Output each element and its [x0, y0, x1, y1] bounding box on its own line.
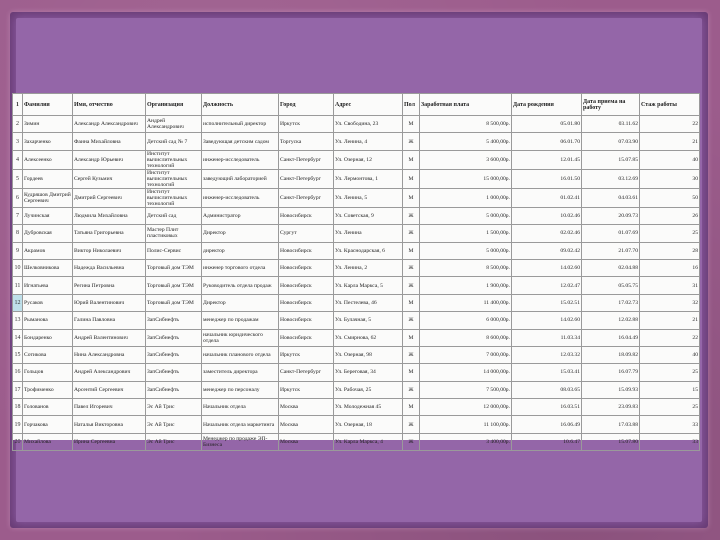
table-cell: 03.12.69: [582, 169, 640, 188]
table-cell: инженер-исследователь: [202, 150, 279, 169]
table-cell: Детский сад № 7: [146, 133, 202, 150]
table-cell: Мастер Плит пластиковых: [146, 225, 202, 242]
table-cell: Ж: [403, 207, 420, 224]
row-number: 5: [13, 169, 23, 188]
table-cell: Торговый дом ТЭМ: [146, 259, 202, 276]
table-cell: Институт вычислительных технологий: [146, 169, 202, 188]
table-cell: Андрей Валентинович: [73, 329, 146, 346]
table-cell: Ул. Булачная, 5: [334, 312, 403, 329]
table-cell: Шелковникова: [23, 259, 73, 276]
table-cell: Захарченко: [23, 133, 73, 150]
table-cell: Русаков: [23, 294, 73, 311]
table-cell: Людмила Михайловна: [73, 207, 146, 224]
table-cell: 11 100,00р.: [420, 416, 512, 433]
table-cell: Новосибирск: [279, 277, 334, 294]
table-cell: ЗапСибнефть: [146, 329, 202, 346]
column-header: Фамилия: [23, 94, 73, 116]
table-cell: М: [403, 364, 420, 381]
table-cell: 12.03.32: [512, 346, 582, 363]
table-cell: 21: [640, 133, 700, 150]
table-cell: 7 500,00р.: [420, 381, 512, 398]
table-row: [13, 259, 700, 276]
table-cell: Санкт-Петербург: [279, 150, 334, 169]
table-cell: ЗапСибнефть: [146, 312, 202, 329]
row-number: 4: [13, 150, 23, 169]
table-cell: Кудряшов Дмитрий Сергеевич: [23, 188, 73, 207]
row-number: 15: [13, 346, 23, 363]
table-cell: Начальник отдела маркетинга: [202, 416, 279, 433]
table-cell: Андрей Александрович: [146, 116, 202, 133]
table-cell: 7 000,00р.: [420, 346, 512, 363]
table-cell: 07.03.90: [582, 133, 640, 150]
table-cell: 8 500,00р.: [420, 116, 512, 133]
table-cell: Институт вычислительных технологий: [146, 150, 202, 169]
column-header: Город: [279, 94, 334, 116]
table-cell: Ул. Молодежная 45: [334, 399, 403, 416]
table-cell: Эс Ай Трис: [146, 399, 202, 416]
table-cell: Новосибирск: [279, 312, 334, 329]
table-cell: 12.02.47: [512, 277, 582, 294]
table-cell: Ж: [403, 312, 420, 329]
row-number: 16: [13, 364, 23, 381]
table-cell: 05.05.75: [582, 277, 640, 294]
table-cell: М: [403, 169, 420, 188]
employee-table: [12, 93, 700, 451]
table-cell: 31: [640, 277, 700, 294]
table-cell: М: [403, 116, 420, 133]
table-cell: 1 500,00р.: [420, 225, 512, 242]
table-cell: 21: [640, 312, 700, 329]
row-number: 13: [13, 312, 23, 329]
row-number: 17: [13, 381, 23, 398]
table-cell: 1 900,00р.: [420, 277, 512, 294]
table-cell: Гольцов: [23, 364, 73, 381]
table-cell: 16.06.49: [512, 416, 582, 433]
table-cell: Ул. Ленина, 5: [334, 188, 403, 207]
table-cell: 8 500,00р.: [420, 259, 512, 276]
table-cell: Виктор Николаевич: [73, 242, 146, 259]
table-cell: 28: [640, 242, 700, 259]
table-cell: Директор: [202, 294, 279, 311]
table-cell: 14.02.60: [512, 312, 582, 329]
table-cell: 01.02.41: [512, 188, 582, 207]
table-cell: инженер-исследователь: [202, 188, 279, 207]
table-cell: Алексеенко: [23, 150, 73, 169]
table-cell: 50: [640, 188, 700, 207]
table-cell: 32: [640, 294, 700, 311]
table-cell: Ж: [403, 433, 420, 450]
table-cell: Ж: [403, 133, 420, 150]
table-cell: 15 000,00р.: [420, 169, 512, 188]
table-cell: Иркутск: [279, 381, 334, 398]
table-cell: М: [403, 188, 420, 207]
table-cell: Новосибирск: [279, 294, 334, 311]
table-cell: 15: [640, 381, 700, 398]
table-cell: 33: [640, 433, 700, 450]
table-cell: 15.02.51: [512, 294, 582, 311]
table-cell: Сургут: [279, 225, 334, 242]
table-cell: начальник юридического отдела: [202, 329, 279, 346]
table-cell: 15.03.41: [512, 364, 582, 381]
row-number: 7: [13, 207, 23, 224]
row-number: 12: [13, 294, 23, 311]
table-cell: Директор: [202, 225, 279, 242]
table-cell: 25: [640, 225, 700, 242]
table-cell: Ж: [403, 225, 420, 242]
table-cell: Ирина Сергеевна: [73, 433, 146, 450]
table-cell: 22: [640, 329, 700, 346]
table-cell: Голованов: [23, 399, 73, 416]
table-cell: 8 600,00р.: [420, 329, 512, 346]
row-number: 11: [13, 277, 23, 294]
table-cell: 16.03.51: [512, 399, 582, 416]
header-row: [13, 94, 700, 116]
table-cell: Санкт-Петербург: [279, 188, 334, 207]
row-number: 18: [13, 399, 23, 416]
row-number: 8: [13, 225, 23, 242]
table-cell: 16.04.49: [582, 329, 640, 346]
table-cell: Эс Ай Трис: [146, 416, 202, 433]
table-cell: Полис-Сервис: [146, 242, 202, 259]
table-cell: М: [403, 242, 420, 259]
table-cell: Трофименко: [23, 381, 73, 398]
table-cell: Арсентий Сергеевич: [73, 381, 146, 398]
table-cell: 11.03.34: [512, 329, 582, 346]
table-row: [13, 116, 700, 133]
row-number: 19: [13, 416, 23, 433]
table-cell: директор: [202, 242, 279, 259]
table-cell: М: [403, 150, 420, 169]
table-cell: Ул. Озерная, 18: [334, 416, 403, 433]
table-cell: Администратор: [202, 207, 279, 224]
table-cell: Новосибирск: [279, 207, 334, 224]
table-cell: Менеджер по продаже ЭП-Бизнеса: [202, 433, 279, 450]
table-row: [13, 364, 700, 381]
table-cell: 12 000,00р.: [420, 399, 512, 416]
table-cell: Ул. Пестелева, 46: [334, 294, 403, 311]
table-cell: Ж: [403, 416, 420, 433]
table-cell: 5 400,00р.: [420, 133, 512, 150]
table-cell: Ул. Смирнова, 62: [334, 329, 403, 346]
table-cell: Дубровская: [23, 225, 73, 242]
table-cell: Рыманова: [23, 312, 73, 329]
table-cell: 12.01.45: [512, 150, 582, 169]
table-cell: Новосибирск: [279, 242, 334, 259]
table-row: [13, 225, 700, 242]
table-row: [13, 150, 700, 169]
table-cell: Детский сад: [146, 207, 202, 224]
table-cell: Торговый дом ТЭМ: [146, 277, 202, 294]
table-cell: 02.02.46: [512, 225, 582, 242]
column-header: Организация: [146, 94, 202, 116]
table-cell: 04.03.61: [582, 188, 640, 207]
table-cell: ЗапСибнефть: [146, 381, 202, 398]
table-cell: 08.03.65: [512, 381, 582, 398]
table-cell: 23.09.83: [582, 399, 640, 416]
table-cell: 40: [640, 346, 700, 363]
table-cell: Новосибирск: [279, 329, 334, 346]
table-cell: Михайлова: [23, 433, 73, 450]
table-cell: Ул. Карла Маркса, 4: [334, 433, 403, 450]
table-cell: Сергей Кузьмич: [73, 169, 146, 188]
table-cell: Татьяна Григорьевна: [73, 225, 146, 242]
table-cell: 11 400,00р.: [420, 294, 512, 311]
row-number: 1: [13, 94, 23, 116]
table-cell: 5 000,00р.: [420, 242, 512, 259]
table-cell: 02.04.88: [582, 259, 640, 276]
table-cell: заместитель директора: [202, 364, 279, 381]
table-cell: 17.03.88: [582, 416, 640, 433]
column-header: Пол: [403, 94, 420, 116]
row-number: 2: [13, 116, 23, 133]
table-cell: Галина Павловна: [73, 312, 146, 329]
table-cell: М: [403, 399, 420, 416]
row-number: 14: [13, 329, 23, 346]
row-number: 6: [13, 188, 23, 207]
table-cell: 14 000,00р.: [420, 364, 512, 381]
table-row: [13, 242, 700, 259]
table-cell: 03.11.62: [582, 116, 640, 133]
table-row: [13, 169, 700, 188]
column-header: Имя, отчество: [73, 94, 146, 116]
table-cell: Фаина Михайловна: [73, 133, 146, 150]
table-cell: Ул. Ленина, 4: [334, 133, 403, 150]
table-cell: Ул. Ленина: [334, 225, 403, 242]
table-cell: исполнительный директор: [202, 116, 279, 133]
table-row: [13, 133, 700, 150]
table-cell: Новосибирск: [279, 259, 334, 276]
table-cell: 12.02.88: [582, 312, 640, 329]
table-cell: Бондаренко: [23, 329, 73, 346]
table-cell: Гордеев: [23, 169, 73, 188]
table-cell: Горчакова: [23, 416, 73, 433]
table-cell: Александр Юрьевич: [73, 150, 146, 169]
table-cell: Юрий Валентинович: [73, 294, 146, 311]
table-cell: Акрамов: [23, 242, 73, 259]
table-row: [13, 416, 700, 433]
column-header: Заработная плата: [420, 94, 512, 116]
table-cell: М: [403, 294, 420, 311]
table-cell: Институт вычислительных технологий: [146, 188, 202, 207]
table-cell: Руководитель отдела продаж: [202, 277, 279, 294]
table-cell: Торговый дом ТЭМ: [146, 294, 202, 311]
table-cell: 15.07.85: [582, 150, 640, 169]
table-cell: 06.01.70: [512, 133, 582, 150]
table-cell: Эс Ай Трис: [146, 433, 202, 450]
table-cell: Ул. Карла Маркса, 5: [334, 277, 403, 294]
table-row: [13, 433, 700, 450]
table-row: [13, 381, 700, 398]
table-cell: Начальник отдела: [202, 399, 279, 416]
table-cell: 21.07.70: [582, 242, 640, 259]
table-cell: Москва: [279, 433, 334, 450]
table-cell: инженер торгового отдела: [202, 259, 279, 276]
table-row: [13, 188, 700, 207]
table-cell: 25: [640, 364, 700, 381]
table-row: [13, 346, 700, 363]
table-cell: 17.02.73: [582, 294, 640, 311]
table-cell: 1 000,00р.: [420, 188, 512, 207]
table-cell: 10.6.47: [512, 433, 582, 450]
table-cell: ЗапСибнефть: [146, 364, 202, 381]
table-cell: Заведующая детским садом: [202, 133, 279, 150]
table-cell: 3 600,00р.: [420, 150, 512, 169]
table-cell: Иркутск: [279, 346, 334, 363]
table-cell: Ул. Ленина, 2: [334, 259, 403, 276]
table-cell: 05.01.80: [512, 116, 582, 133]
row-number: 3: [13, 133, 23, 150]
table-cell: 10.02.46: [512, 207, 582, 224]
table-cell: 14.02.60: [512, 259, 582, 276]
table-cell: ЗапСибнефть: [146, 346, 202, 363]
column-header: Должность: [202, 94, 279, 116]
table-cell: Сотикова: [23, 346, 73, 363]
table-cell: Москва: [279, 399, 334, 416]
table-cell: менеджер по продажам: [202, 312, 279, 329]
table-cell: 5 000,00р.: [420, 207, 512, 224]
row-number: 9: [13, 242, 23, 259]
table-cell: 16: [640, 259, 700, 276]
column-header: Стаж работы: [640, 94, 700, 116]
table-cell: 40: [640, 150, 700, 169]
table-cell: Ж: [403, 346, 420, 363]
column-header: Адрес: [334, 94, 403, 116]
table-cell: Нина Александровна: [73, 346, 146, 363]
table-cell: Павел Игоревич: [73, 399, 146, 416]
table-cell: 26: [640, 207, 700, 224]
table-row: [13, 294, 700, 311]
table-cell: Регина Петровна: [73, 277, 146, 294]
column-header: Дата приема на работу: [582, 94, 640, 116]
table-cell: 22: [640, 116, 700, 133]
table-cell: Ж: [403, 277, 420, 294]
table-cell: Ул. Рабочая, 25: [334, 381, 403, 398]
table-cell: Ул. Озерная, 12: [334, 150, 403, 169]
table-cell: 33: [640, 416, 700, 433]
table-cell: Ул. Свободина, 23: [334, 116, 403, 133]
table-cell: Иркутск: [279, 116, 334, 133]
table-cell: Дмитрий Сергеевич: [73, 188, 146, 207]
table-cell: 18.09.82: [582, 346, 640, 363]
table-cell: Игнатьева: [23, 277, 73, 294]
table-cell: 01.07.69: [582, 225, 640, 242]
table-cell: Ул. Озерная, 98: [334, 346, 403, 363]
table-cell: Александр Александрович: [73, 116, 146, 133]
table-cell: Торгуска: [279, 133, 334, 150]
table-cell: менеджер по персоналу: [202, 381, 279, 398]
table-row: [13, 207, 700, 224]
table-cell: Зимин: [23, 116, 73, 133]
table-cell: 20.09.73: [582, 207, 640, 224]
table-cell: 15.07.80: [582, 433, 640, 450]
table-cell: 16.01.50: [512, 169, 582, 188]
table-row: [13, 277, 700, 294]
table-cell: 09.02.42: [512, 242, 582, 259]
column-header: Дата рождения: [512, 94, 582, 116]
table-cell: начальник планового отдела: [202, 346, 279, 363]
spreadsheet-image: [12, 93, 699, 449]
table-cell: Ул. Лермонтова, 1: [334, 169, 403, 188]
row-number: 10: [13, 259, 23, 276]
table-cell: Ж: [403, 381, 420, 398]
table-cell: 16.07.79: [582, 364, 640, 381]
table-row: [13, 312, 700, 329]
table-cell: 30: [640, 169, 700, 188]
table-cell: Санкт-Петербург: [279, 169, 334, 188]
table-cell: заведующий лабораторией: [202, 169, 279, 188]
table-row: [13, 399, 700, 416]
table-row: [13, 329, 700, 346]
table-cell: 3 400,00р.: [420, 433, 512, 450]
table-cell: Ж: [403, 259, 420, 276]
table-cell: 25: [640, 399, 700, 416]
table-cell: Андрей Александрович: [73, 364, 146, 381]
table-cell: М: [403, 329, 420, 346]
table-cell: Надежда Васильевна: [73, 259, 146, 276]
row-number: 20: [13, 433, 23, 450]
table-cell: Ул. Краснодарская, 6: [334, 242, 403, 259]
table-cell: Санкт-Петербург: [279, 364, 334, 381]
table-cell: Ул. Береговая, 34: [334, 364, 403, 381]
table-cell: Наталья Викторовна: [73, 416, 146, 433]
table-cell: Москва: [279, 416, 334, 433]
table-cell: Ул. Советская, 9: [334, 207, 403, 224]
table-cell: 15.09.93: [582, 381, 640, 398]
table-cell: 6 000,00р.: [420, 312, 512, 329]
table-cell: Лучинская: [23, 207, 73, 224]
